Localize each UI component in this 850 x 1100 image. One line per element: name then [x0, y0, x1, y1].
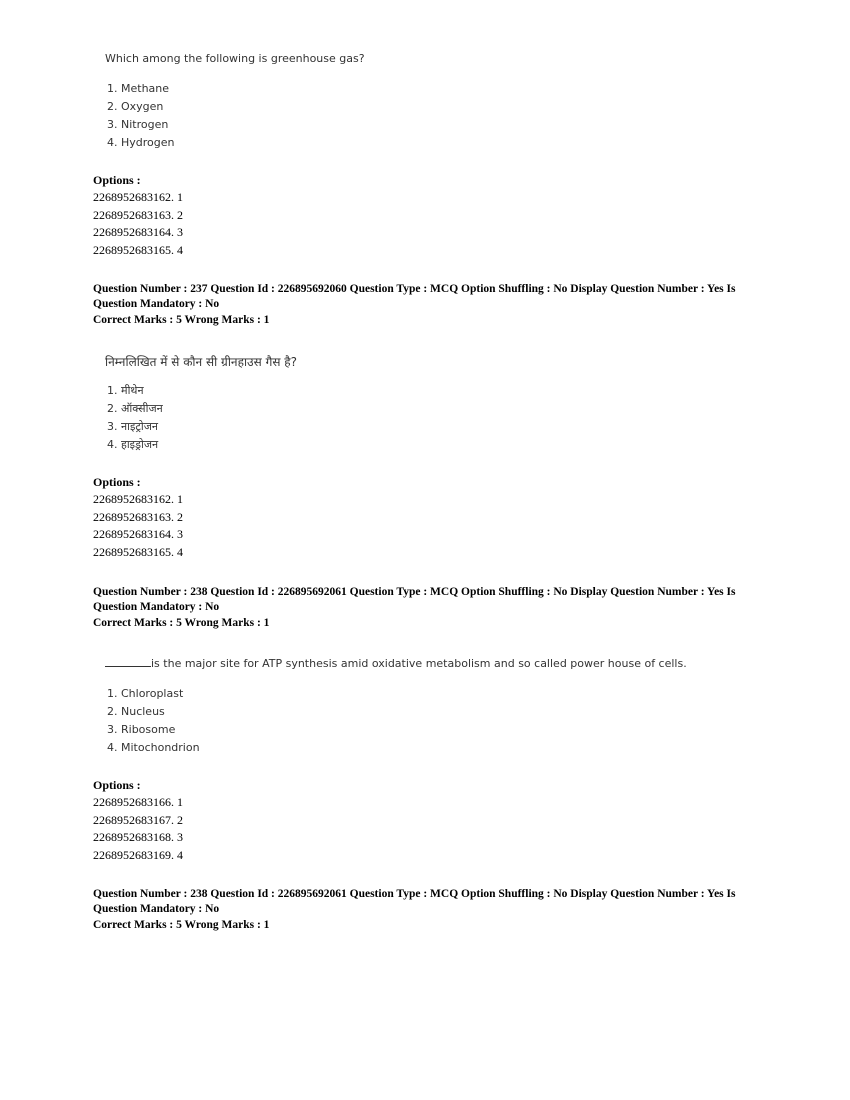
choice-item: 3. नाइट्रोजन: [107, 420, 159, 433]
marks-line: Correct Marks : 5 Wrong Marks : 1: [93, 617, 270, 629]
option-row: 2268952683162. 1: [93, 492, 183, 506]
choice-item: 2. Nucleus: [107, 705, 165, 718]
option-row: 2268952683168. 3: [93, 830, 183, 845]
question-text: Which among the following is greenhouse gas?: [105, 52, 365, 65]
choice-item: 4. हाइड्रोजन: [107, 438, 159, 451]
option-row: 2268952683165. 4: [93, 243, 183, 258]
choice-item: 2. ऑक्सीजन: [107, 402, 163, 415]
question-meta-line: Question Number : 238 Question Id : 226895692061 Question Type : MCQ Option Shuffling : No Display Question Number : Yes Is Question Mandatory : No: [93, 888, 736, 915]
options-header: Options :: [93, 475, 141, 489]
choice-item: 1. Chloroplast: [107, 687, 184, 700]
question-meta: [93, 282, 773, 328]
option-row: 2268952683163. 2: [93, 509, 183, 524]
options-header: Options :: [93, 173, 141, 187]
choice-item: 3. Nitrogen: [107, 118, 169, 131]
choice-item: 4. Hydrogen: [107, 136, 175, 149]
question-meta-line: Question Number : 238 Question Id : 226895692061 Question Type : MCQ Option Shuffling : No Display Question Number : Yes Is Question Mandatory : No: [93, 586, 736, 613]
answer-choices: [107, 382, 163, 454]
choice-item: 1. मीथेन: [107, 384, 144, 397]
question-meta: [93, 585, 773, 631]
options-header: Options :: [93, 778, 141, 792]
options-list: [93, 473, 183, 562]
option-row: 2268952683162. 1: [93, 190, 183, 204]
question-meta-line: Question Number : 237 Question Id : 226895692060 Question Type : MCQ Option Shuffling : No Display Question Number : Yes Is Question Mandatory : No: [93, 283, 736, 310]
option-row: 2268952683165. 4: [93, 545, 183, 560]
answer-choices: [107, 685, 200, 757]
question-text: [105, 656, 687, 670]
option-row: 2268952683166. 1: [93, 795, 183, 809]
option-row: 2268952683164. 3: [93, 527, 183, 542]
option-row: 2268952683169. 4: [93, 848, 183, 863]
question-meta: [93, 887, 773, 933]
answer-choices: [107, 80, 175, 152]
fill-in-blank: [105, 656, 151, 667]
option-row: 2268952683167. 2: [93, 812, 183, 827]
choice-item: 3. Ribosome: [107, 723, 176, 736]
question-text-body: is the major site for ATP synthesis amid oxidative metabolism and so called power house of cells.: [151, 657, 687, 670]
option-row: 2268952683163. 2: [93, 207, 183, 222]
choice-item: 4. Mitochondrion: [107, 741, 200, 754]
choice-item: 2. Oxygen: [107, 100, 164, 113]
marks-line: Correct Marks : 5 Wrong Marks : 1: [93, 314, 270, 326]
marks-line: Correct Marks : 5 Wrong Marks : 1: [93, 919, 270, 931]
option-row: 2268952683164. 3: [93, 225, 183, 240]
options-list: [93, 776, 183, 865]
options-list: [93, 171, 183, 260]
choice-item: 1. Methane: [107, 82, 170, 95]
question-text: निम्नलिखित में से कौन सी ग्रीनहाउस गैस है?: [105, 355, 297, 369]
